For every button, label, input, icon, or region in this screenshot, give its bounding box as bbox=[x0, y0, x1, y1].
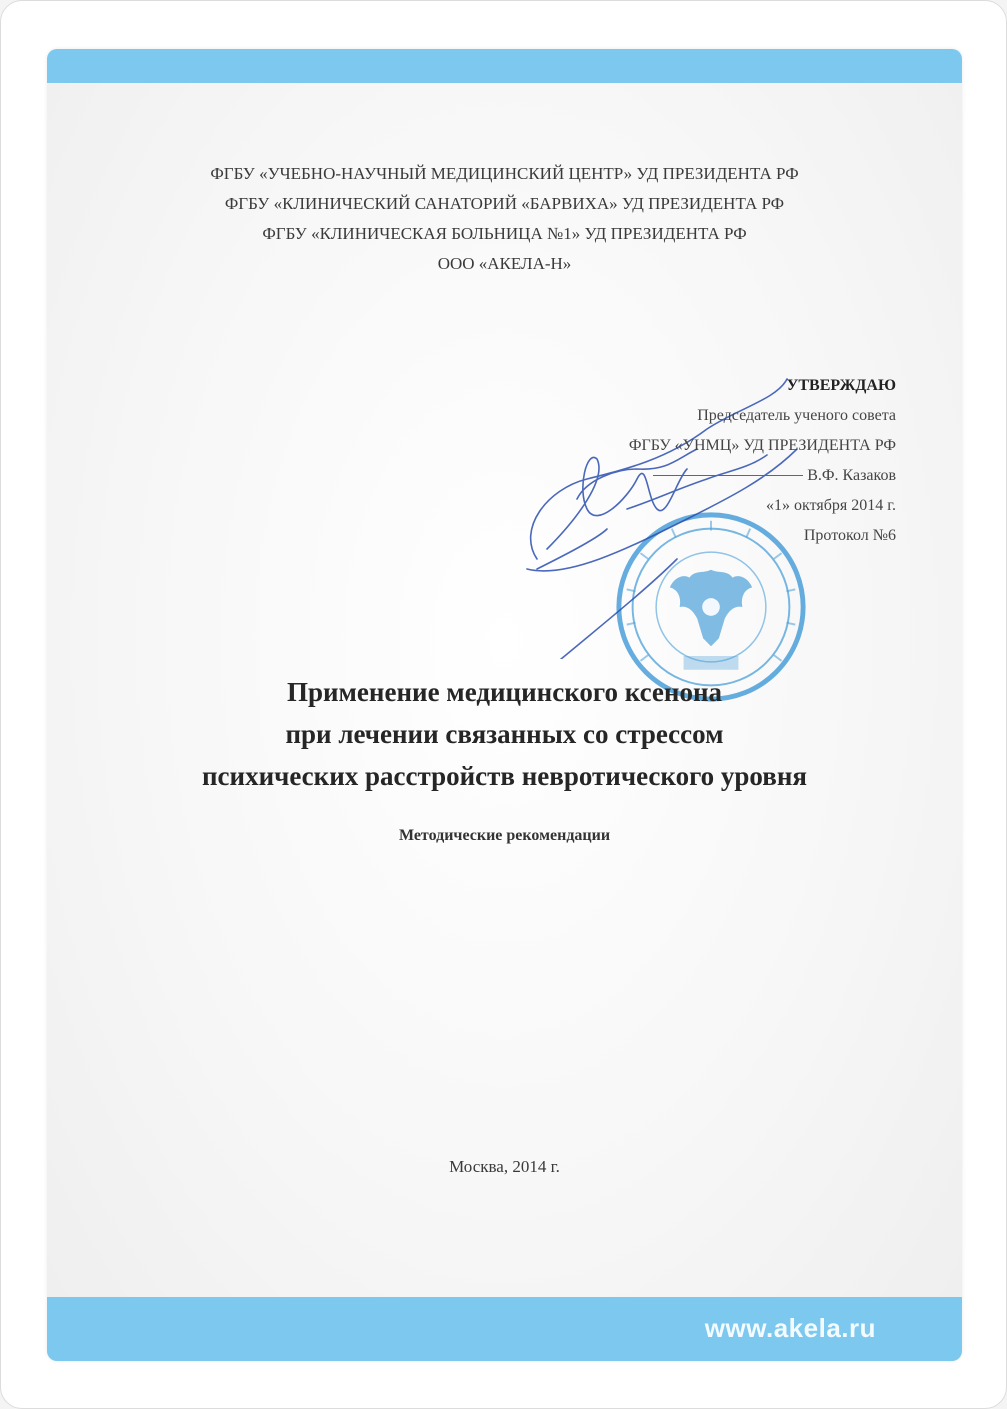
document-cover bbox=[47, 49, 962, 1361]
document-title bbox=[47, 671, 962, 797]
document-subtitle: Методические рекомендации bbox=[398, 827, 611, 844]
org-line: ФГБУ «УЧЕБНО-НАУЧНЫЙ МЕДИЦИНСКИЙ ЦЕНТР» УД ПРЕЗИДЕНТА РФ bbox=[210, 164, 799, 183]
approval-name-line bbox=[629, 461, 896, 491]
city-year: Москва, 2014 г. bbox=[449, 1157, 560, 1176]
org-line: ФГБУ «КЛИНИЧЕСКАЯ БОЛЬНИЦА №1» УД ПРЕЗИДЕНТА РФ bbox=[262, 224, 747, 243]
title-line: при лечении связанных со стрессом bbox=[285, 719, 724, 749]
approval-date: «1» октября 2014 г. bbox=[766, 497, 896, 514]
signature-line bbox=[653, 475, 803, 476]
approval-position: Председатель ученого совета bbox=[697, 407, 896, 424]
title-line: Применение медицинского ксенона bbox=[286, 677, 723, 707]
site-url-link[interactable]: www.akela.ru bbox=[704, 1313, 876, 1343]
organizations-header bbox=[47, 159, 962, 279]
approval-protocol: Протокол №6 bbox=[803, 527, 896, 544]
org-line: ФГБУ «КЛИНИЧЕСКИЙ САНАТОРИЙ «БАРВИХА» УД ПРЕЗИДЕНТА РФ bbox=[224, 194, 785, 213]
approval-organization: ФГБУ «УНМЦ» УД ПРЕЗИДЕНТА РФ bbox=[628, 437, 896, 454]
top-banner bbox=[47, 49, 962, 83]
org-line: ООО «АКЕЛА-Н» bbox=[437, 254, 572, 273]
bottom-banner bbox=[47, 1297, 962, 1361]
approval-title: УТВЕРЖДАЮ bbox=[786, 377, 896, 394]
approval-block bbox=[629, 371, 896, 551]
approval-name: В.Ф. Казаков bbox=[807, 467, 896, 484]
title-line: психических расстройств невротического уровня bbox=[201, 761, 808, 791]
